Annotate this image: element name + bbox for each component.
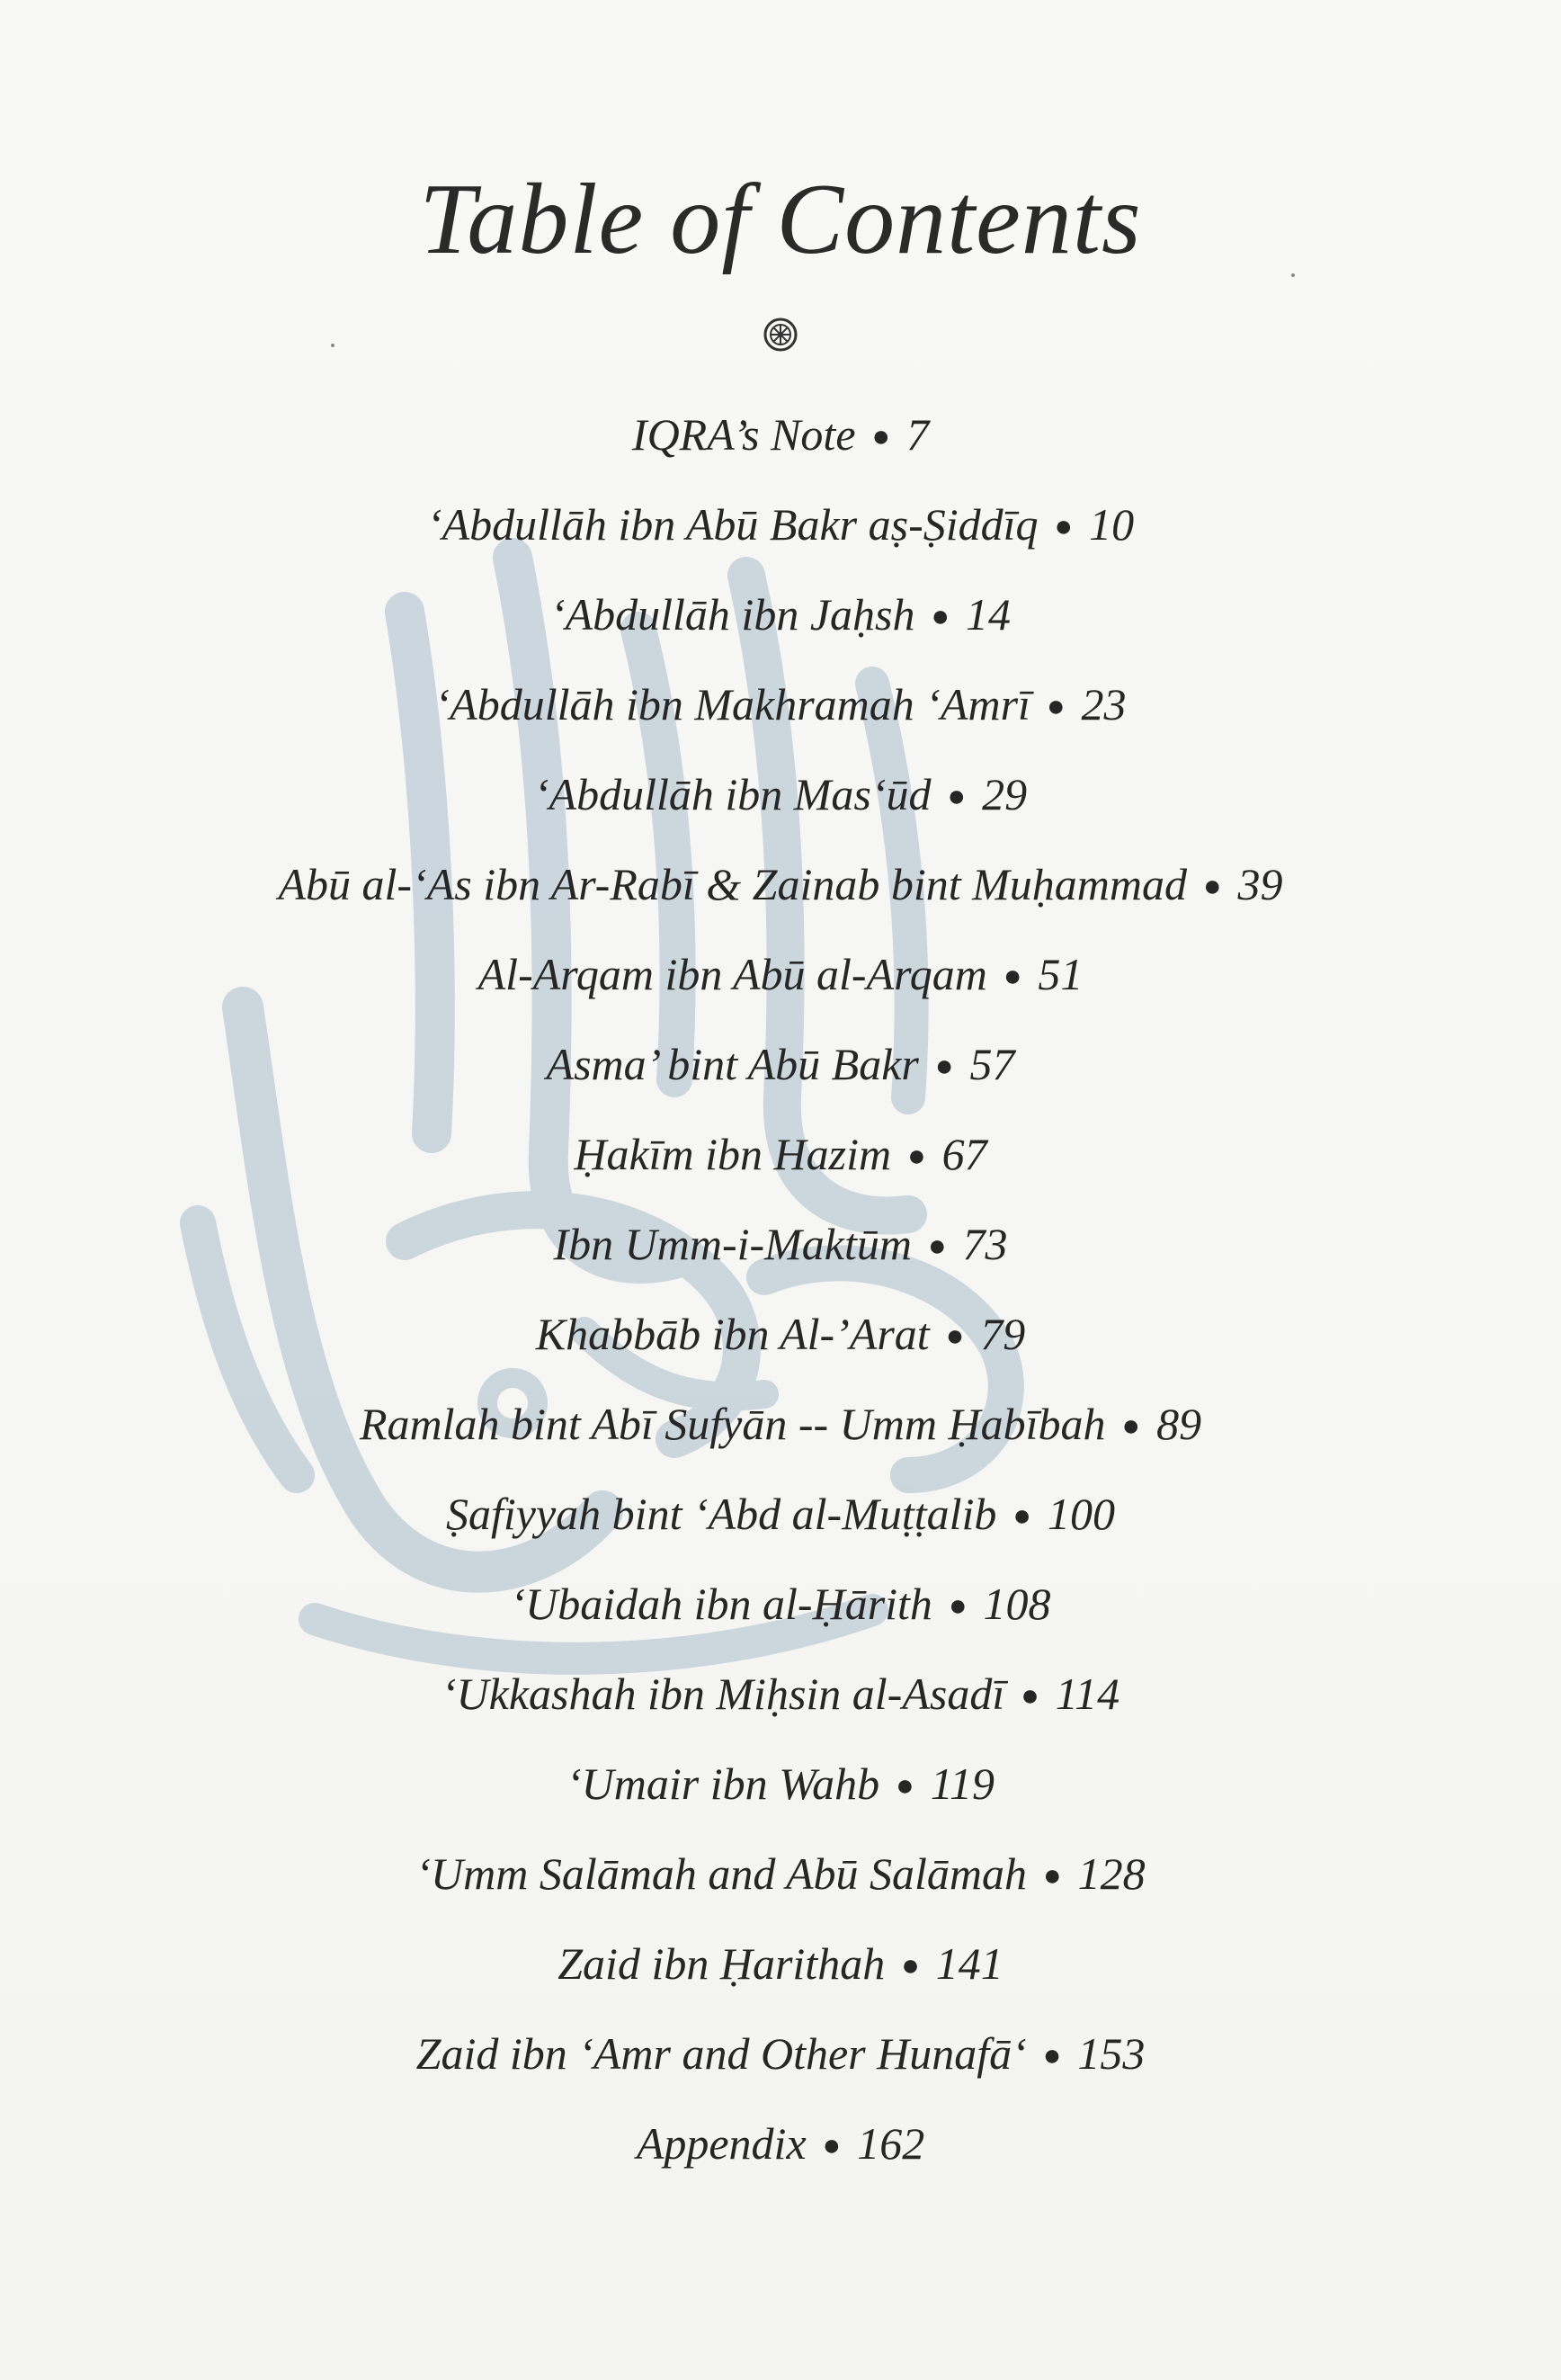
bullet-separator-icon: ● xyxy=(871,420,891,453)
toc-entry-title: Appendix xyxy=(636,2118,807,2169)
toc-entry[interactable] xyxy=(0,499,1561,589)
toc-entry[interactable] xyxy=(0,769,1561,859)
toc-entry-title: Asma’ bint Abū Bakr xyxy=(546,1039,919,1089)
bullet-separator-icon: ● xyxy=(896,1769,914,1803)
toc-entry-page-number: 51 xyxy=(1038,949,1084,999)
rosette-ornament-icon xyxy=(763,317,798,353)
toc-entry-page-number: 57 xyxy=(969,1039,1015,1089)
toc-entry-title: ‘Umair ibn Wahb xyxy=(566,1758,880,1809)
bullet-separator-icon: ● xyxy=(1121,1409,1141,1443)
toc-entry-page-number: 73 xyxy=(962,1219,1008,1269)
toc-entry[interactable] xyxy=(0,1219,1561,1309)
toc-entry-page-number: 108 xyxy=(983,1579,1051,1629)
page-title: Table of Contents xyxy=(419,164,1142,275)
toc-entry[interactable] xyxy=(0,2118,1561,2208)
toc-entry[interactable] xyxy=(0,1669,1561,1758)
toc-entry-page-number: 153 xyxy=(1077,2028,1146,2079)
toc-entry-page-number: 119 xyxy=(930,1758,995,1809)
bullet-separator-icon: ● xyxy=(901,1949,920,1982)
bullet-separator-icon: ● xyxy=(1054,510,1074,543)
toc-entry-title: Ṣafiyyah bint ‘Abd al-Muṭṭalib xyxy=(446,1489,997,1539)
toc-entry-title: ‘Ukkashah ibn Miḥsin al-Asadī xyxy=(441,1669,1005,1719)
toc-entry-title: ‘Abdullāh ibn Makhramah ‘Amrī xyxy=(434,679,1030,729)
toc-entry[interactable] xyxy=(0,409,1561,499)
toc-entry[interactable] xyxy=(0,1848,1561,1938)
bullet-separator-icon: ● xyxy=(822,2129,842,2162)
toc-entry[interactable] xyxy=(0,1309,1561,1399)
scan-speck xyxy=(331,344,334,347)
toc-entry-title: ‘Abdullāh ibn Abū Bakr aṣ-Ṣiddīq xyxy=(426,499,1039,550)
toc-entry-page-number: 10 xyxy=(1089,499,1135,550)
toc-entry-page-number: 114 xyxy=(1055,1669,1120,1719)
toc-entry-title: ‘Ubaidah ibn al-Ḥārith xyxy=(510,1579,932,1629)
toc-entry[interactable] xyxy=(0,1579,1561,1669)
toc-entry-title: Zaid ibn ‘Amr and Other Hunafā‘ xyxy=(415,2028,1027,2079)
toc-entry[interactable] xyxy=(0,589,1561,679)
scan-speck xyxy=(1291,273,1295,277)
bullet-separator-icon: ● xyxy=(934,1050,954,1083)
bullet-separator-icon: ● xyxy=(927,1230,947,1263)
toc-entry-title: Zaid ibn Ḥarithah xyxy=(558,1938,886,1989)
toc-entry[interactable] xyxy=(0,1938,1561,2028)
bullet-separator-icon: ● xyxy=(1042,2039,1062,2072)
toc-entry[interactable] xyxy=(0,679,1561,769)
toc-entry-page-number: 79 xyxy=(980,1309,1026,1359)
toc-entry-page-number: 23 xyxy=(1081,679,1127,729)
toc-entry[interactable] xyxy=(0,949,1561,1039)
toc-entry-title: IQRA’s Note xyxy=(631,409,856,460)
toc-entry-page-number: 162 xyxy=(857,2118,925,2169)
toc-entry-page-number: 14 xyxy=(966,589,1012,640)
table-of-contents-list xyxy=(0,409,1561,2208)
bullet-separator-icon: ● xyxy=(1046,690,1066,723)
bullet-separator-icon: ● xyxy=(1021,1679,1039,1713)
toc-entry-title: Ḥakīm ibn Hazim xyxy=(574,1129,892,1179)
toc-entry[interactable] xyxy=(0,1758,1561,1848)
toc-entry-page-number: 89 xyxy=(1156,1399,1202,1449)
toc-entry-page-number: 128 xyxy=(1077,1848,1146,1899)
bullet-separator-icon: ● xyxy=(945,1320,965,1353)
bullet-separator-icon: ● xyxy=(948,1589,968,1623)
toc-entry[interactable] xyxy=(0,1129,1561,1219)
bullet-separator-icon: ● xyxy=(907,1140,926,1173)
toc-entry-title: Ramlah bint Abī Sufyān -- Umm Ḥabībah xyxy=(359,1399,1106,1449)
toc-entry[interactable] xyxy=(0,1489,1561,1579)
toc-entry-title: Abū al-‘As ibn Ar-Rabī & Zainab bint Muḥammad xyxy=(278,859,1187,909)
bullet-separator-icon: ● xyxy=(931,600,950,633)
bullet-separator-icon: ● xyxy=(1043,1859,1062,1892)
toc-entry-title: Al-Arqam ibn Abū al-Arqam xyxy=(477,949,987,999)
toc-entry[interactable] xyxy=(0,1399,1561,1489)
toc-entry-title: Ibn Umm-i-Maktūm xyxy=(553,1219,912,1269)
toc-entry[interactable] xyxy=(0,859,1561,949)
toc-entry[interactable] xyxy=(0,1039,1561,1129)
toc-entry-page-number: 29 xyxy=(982,769,1028,819)
toc-entry-page-number: 39 xyxy=(1237,859,1283,909)
toc-entry-page-number: 100 xyxy=(1047,1489,1115,1539)
toc-entry-page-number: 141 xyxy=(935,1938,1004,1989)
toc-entry[interactable] xyxy=(0,2028,1561,2118)
toc-entry-page-number: 7 xyxy=(906,409,930,460)
bullet-separator-icon: ● xyxy=(1012,1499,1031,1533)
toc-entry-title: ‘Umm Salāmah and Abū Salāmah xyxy=(415,1848,1028,1899)
toc-entry-title: Khabbāb ibn Al-’Arat xyxy=(535,1309,930,1359)
toc-entry-page-number: 67 xyxy=(941,1129,987,1179)
bullet-separator-icon: ● xyxy=(1003,960,1022,993)
bullet-separator-icon: ● xyxy=(1203,870,1222,903)
toc-entry-title: ‘Abdullāh ibn Jaḥsh xyxy=(549,589,915,640)
toc-entry-title: ‘Abdullāh ibn Mas‘ūd xyxy=(533,769,932,819)
bullet-separator-icon: ● xyxy=(947,780,967,813)
